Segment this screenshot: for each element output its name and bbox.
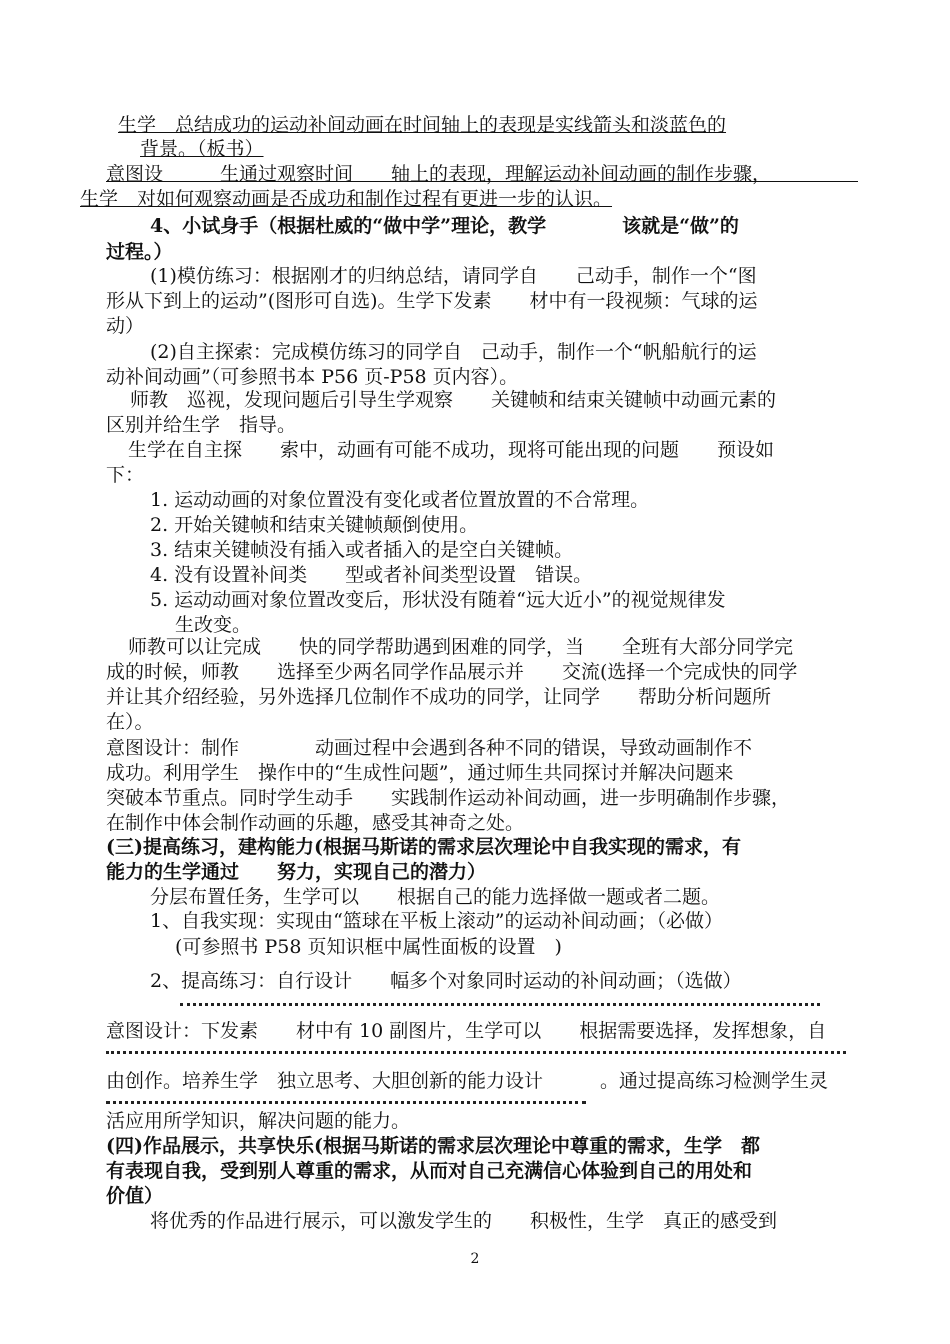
list-item: 2. 开始关键帧和结束关键帧颠倒使用。: [150, 514, 479, 536]
text-line: 并让其介绍经验，另外选择几位制作不成功的同学，让同学 帮助分析问题所: [106, 686, 772, 708]
text-line: 下：: [106, 464, 145, 486]
text-line: 能力的生学通过 努力，实现自己的潜力）: [106, 861, 487, 883]
text-line: 意图设计：制作 动画过程中会遇到各种不同的错误，导致动画制作不: [106, 737, 753, 759]
list-item: 5. 运动动画对象位置改变后，形状没有随着“远大近小”的视觉规律发: [150, 589, 726, 611]
text-line: 活应用所学知识，解决问题的能力。: [106, 1110, 411, 1132]
text-line: (三)提高练习，建构能力(根据马斯诺的需求层次理论中自我实现的需求，有: [106, 836, 741, 858]
text-line: 过程。）: [106, 241, 173, 263]
text-line: 意图设 生通过观察时间 轴上的表现，理解运动补间动画的制作步骤，: [106, 163, 772, 185]
list-item: 生改变。: [175, 614, 252, 636]
text-line: 在制作中体会制作动画的乐趣，感受其神奇之处。: [106, 812, 525, 834]
text-line: 4、小试身手（根据杜威的“做中学”理论，教学 该就是“做”的: [150, 215, 739, 237]
text-line: 师教 巡视，发现问题后引导生学观察 关键帧和结束关键帧中动画元素的: [130, 389, 777, 411]
dotted-emphasis: [180, 997, 820, 1006]
text-line: (四)作品展示，共享快乐(根据马斯诺的需求层次理论中尊重的需求，生学 都: [106, 1135, 760, 1157]
text-line: 生学 总结成功的运动补间动画在时间轴上的表现是实线箭头和淡蓝色的: [118, 114, 727, 136]
text-line: (2)自主探索：完成模仿练习的同学自 己动手，制作一个“帆船航行的运: [150, 341, 757, 363]
text-line: (可参照书 P58 页知识框中属性面板的设置 ): [175, 936, 562, 958]
text-line: 1、自我实现：实现由“篮球在平板上滚动”的运动补间动画；（必做）: [150, 910, 724, 932]
text-line: 将优秀的作品进行展示，可以激发学生的 积极性，生学 真正的感受到: [150, 1210, 778, 1232]
text-line: 在）。: [106, 711, 154, 733]
text-line: 成功。利用学生 操作中的“生成性问题”，通过师生共同探讨并解决问题来: [106, 762, 734, 784]
list-item: 1. 运动动画的对象位置没有变化或者位置放置的不合常理。: [150, 489, 650, 511]
list-item: 4. 没有设置补间类 型或者补间类型设置 错误。: [150, 564, 593, 586]
text-line: 动补间动画”（可参照书本 P56 页-P58 页内容）。: [106, 366, 519, 388]
text-line: (1)模仿练习：根据刚才的归纳总结，请同学自 己动手，制作一个“图: [150, 265, 757, 287]
text-line: 成的时候，师教 选择至少两名同学作品展示并 交流(选择一个完成快的同学: [106, 661, 798, 683]
text-line: 突破本节重点。同时学生动手 实践制作运动补间动画，进一步明确制作步骤，: [106, 787, 791, 809]
text-line: 师教可以让完成 快的同学帮助遇到困难的同学，当 全班有大部分同学完: [128, 636, 794, 658]
text-line: 价值）: [106, 1185, 164, 1207]
text-line: 形从下到上的运动”(图形可自选)。生学下发素 材中有一段视频：气球的运: [106, 290, 758, 312]
text-line: 区别并给生学 指导。: [106, 414, 297, 436]
page-number: 2: [470, 1251, 480, 1267]
text-line: 有表现自我，受到别人尊重的需求，从而对自己充满信心体验到自己的用处和: [106, 1160, 753, 1182]
dotted-emphasis: [106, 1095, 586, 1104]
list-item: 3. 结束关键帧没有插入或者插入的是空白关键帧。: [150, 539, 574, 561]
dotted-emphasis: [106, 1045, 846, 1054]
text-line: 生学在自主探 索中，动画有可能不成功，现将可能出现的问题 预设如: [128, 439, 775, 461]
text-line: 背景。（板书）: [140, 138, 264, 160]
text-line: 生学 对如何观察动画是否成功和制作过程有更进一步的认识。: [80, 188, 613, 210]
text-line: 意图设计：下发素 材中有 10 副图片，生学可以 根据需要选择，发挥想象，自: [106, 1020, 827, 1042]
text-line: 2、提高练习：自行设计 幅多个对象同时运动的补间动画；（选做）: [150, 970, 742, 992]
text-line: 由创作。培养生学 独立思考、大胆创新的能力设计 。通过提高练习检测学生灵: [106, 1070, 829, 1092]
text-line: 动）: [106, 315, 145, 337]
text-line: 分层布置任务，生学可以 根据自己的能力选择做一题或者二题。: [150, 886, 721, 908]
